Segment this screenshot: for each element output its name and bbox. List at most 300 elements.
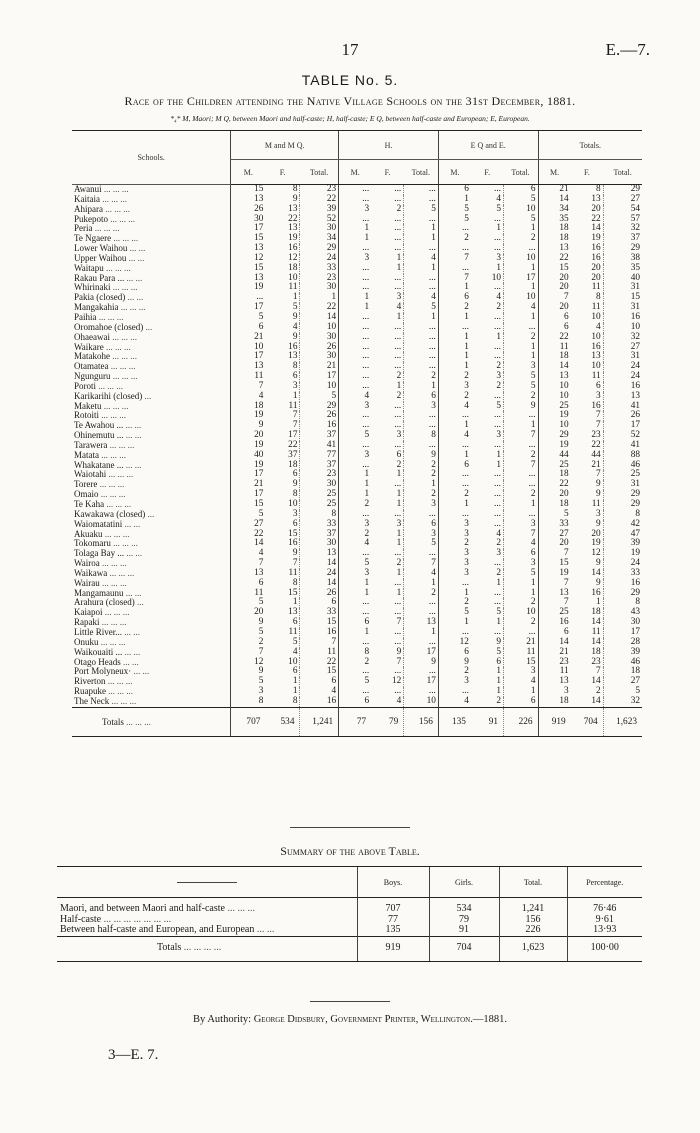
abbreviation-key: *₄* M, Maori; M Q, between Maori and half-caste; H, half-caste; E Q, between half-caste and European; E, European. — [170, 114, 530, 123]
school-name-cell — [72, 549, 231, 559]
table-cell: ... — [339, 244, 372, 254]
table-cell: 1 — [503, 264, 538, 274]
school-name-cell — [72, 195, 231, 205]
table-cell: 14 — [538, 638, 571, 648]
summary-header: Boys. — [357, 867, 429, 898]
table-cell: 46 — [603, 461, 642, 471]
table-cell: 30 — [300, 224, 339, 234]
table-cell: 29 — [538, 431, 571, 441]
table-cell: 2 — [496, 695, 501, 706]
school-name: Tokomaru — [74, 539, 111, 549]
table-cell: 1 — [396, 380, 402, 391]
table-cell: 2 — [438, 234, 471, 244]
table-cell: 1 — [404, 480, 439, 490]
summary-label-cell — [57, 898, 357, 915]
school-name: Tarawera — [74, 440, 108, 450]
table-cell: 22 — [300, 658, 339, 668]
table-cell: 29 — [603, 490, 642, 500]
school-name: Wairau — [74, 578, 100, 588]
table-row — [72, 343, 642, 353]
table-cell: 2 — [438, 372, 471, 382]
table-cell: 17 — [231, 352, 266, 362]
school-name-cell — [72, 303, 231, 313]
table-row — [72, 264, 642, 274]
table-cell: 4 — [404, 293, 439, 303]
school-name-cell — [72, 677, 231, 687]
table-cell: ... — [404, 638, 439, 648]
table-cell: 1 — [396, 528, 402, 539]
table-cell: 8 — [596, 292, 601, 303]
table-cell: 15 — [231, 234, 266, 244]
school-name: Matakohe — [74, 352, 110, 362]
page-number: 17 — [341, 40, 359, 59]
table-cell: 5 — [231, 598, 266, 608]
school-name: Rakau Para ... — [74, 273, 125, 283]
leader-dots: ... ... ... — [109, 568, 135, 578]
table-cell: 47 — [603, 530, 642, 540]
divider — [310, 1001, 390, 1002]
table-cell: 18 — [538, 470, 571, 480]
table-cell: 22 — [538, 254, 571, 264]
table-cell: 1 — [404, 313, 439, 323]
table-cell: 8 — [603, 510, 642, 520]
table-cell: 2 — [596, 686, 601, 697]
table-cell: 1 — [396, 538, 402, 549]
school-name: Karikarihi (closed) — [74, 391, 143, 401]
school-name-cell — [72, 470, 231, 480]
column-subheader: Total. — [404, 160, 439, 185]
table-cell: 12 — [231, 658, 266, 668]
table-cell: 3 — [404, 500, 439, 510]
table-cell: 1 — [396, 262, 402, 273]
table-cell: 4 — [300, 687, 339, 697]
table-cell: 7 — [538, 598, 571, 608]
table-cell: 32 — [603, 333, 642, 343]
table-cell: ... — [404, 185, 439, 195]
table-cell: ... — [404, 608, 439, 618]
table-cell: 1 — [396, 499, 402, 509]
table-cell: 8 — [231, 697, 266, 707]
leader-dots: ... ... — [124, 627, 140, 637]
table-row — [72, 697, 642, 707]
table-row — [72, 598, 642, 608]
table-cell: 2 — [503, 451, 538, 461]
summary-totals-cell: 704 — [429, 936, 499, 961]
totals-cell: 226 — [503, 707, 538, 736]
table-cell: 3 — [596, 508, 601, 519]
table-row — [72, 333, 642, 343]
table-cell: ... — [494, 439, 501, 450]
table-cell: 1 — [503, 343, 538, 353]
school-name-cell — [72, 579, 231, 589]
table-cell: 4 — [503, 677, 538, 687]
table-cell: 6 — [503, 185, 538, 195]
table-cell: 9 — [438, 658, 471, 668]
table-cell: 13 — [591, 193, 601, 204]
school-name-cell — [72, 352, 231, 362]
table-cell: 30 — [300, 352, 339, 362]
leader-dots: ... ... ... — [102, 578, 127, 588]
summary-cell: 77 — [357, 915, 429, 926]
school-name-cell — [72, 648, 231, 658]
table-cell: 17 — [231, 470, 266, 480]
table-cell: 6 — [438, 293, 471, 303]
table-cell: 16 — [288, 538, 298, 549]
table-cell: ... — [404, 441, 439, 451]
table-cell: ... — [494, 518, 501, 529]
school-name: Rotoiti — [74, 411, 100, 421]
leader-dots: ... ... — [125, 431, 142, 441]
table-cell: 22 — [538, 333, 571, 343]
leader-dots: ... ... ... — [227, 903, 255, 914]
school-name: Wairoa — [74, 559, 100, 569]
table-cell: 26 — [300, 589, 339, 599]
school-name: Ruapuke — [74, 687, 106, 697]
table-cell: 16 — [288, 243, 298, 254]
leader-dots: ... ... ... ... ... ... ... — [103, 913, 172, 925]
leader-dots: ... ... ... — [103, 401, 129, 411]
table-cell: 3 — [396, 430, 402, 441]
column-subheader: F. — [371, 160, 404, 185]
column-subheader: F. — [471, 160, 504, 185]
table-cell: 6 — [404, 520, 439, 530]
table-cell: 20 — [538, 274, 571, 284]
table-cell: 11 — [288, 626, 298, 637]
table-cell: ... — [404, 333, 439, 343]
school-name: Rapaki — [74, 618, 100, 628]
table-cell: 10 — [300, 382, 339, 392]
school-name: Paihia — [74, 312, 97, 322]
table-cell: 6 — [438, 185, 471, 195]
school-name-cell — [72, 264, 231, 274]
table-cell: 6 — [339, 618, 372, 628]
table-cell: 20 — [591, 203, 601, 214]
table-cell: 1 — [496, 223, 501, 234]
table-cell: ... — [438, 323, 471, 333]
leader-dots: ... ... ... — [99, 480, 125, 490]
table-cell: 15 — [288, 528, 298, 539]
leader-dots: ... ... ... — [112, 372, 138, 382]
table-cell: 29 — [603, 500, 642, 510]
table-cell: 17 — [231, 224, 266, 234]
table-cell: 27 — [603, 677, 642, 687]
table-cell: 41 — [603, 441, 642, 451]
school-name-cell — [72, 185, 231, 195]
totals-cell: 135 — [438, 707, 471, 736]
table-cell: ... — [394, 548, 402, 559]
leader-dots: ... ... ... — [98, 312, 124, 322]
table-cell: 2 — [496, 567, 501, 578]
table-cell: 1 — [404, 264, 439, 274]
table-row — [72, 569, 642, 579]
totals-cell: 77 — [339, 707, 372, 736]
school-name: Port Molyneux· — [74, 667, 132, 677]
table-cell: 4 — [292, 646, 298, 657]
table-row — [72, 539, 642, 549]
table-cell: 14 — [231, 539, 266, 549]
table-cell: 1 — [339, 579, 372, 589]
table-cell: 11 — [288, 400, 298, 411]
table-cell: 25 — [538, 402, 571, 412]
school-name-cell — [72, 372, 231, 382]
table-cell: 11 — [591, 626, 601, 637]
table-cell: ... — [503, 411, 538, 421]
leader-dots: ... ... — [256, 924, 275, 935]
table-cell: ... — [339, 638, 372, 648]
table-row — [72, 638, 642, 648]
leader-dots: ... ... — [123, 657, 139, 667]
table-cell: ... — [339, 510, 372, 520]
table-cell: 1 — [292, 676, 298, 687]
table-cell: ... — [494, 410, 501, 421]
school-name: Ahipara — [74, 204, 103, 214]
table-cell: 25 — [300, 500, 339, 510]
authority-prefix: By Authority: — [193, 1014, 252, 1025]
school-name-cell — [72, 608, 231, 618]
school-name-cell — [72, 283, 231, 293]
table-row — [72, 352, 642, 362]
table-cell: 5 — [339, 559, 372, 569]
table-cell: 1 — [503, 500, 538, 510]
table-cell: 10 — [538, 421, 571, 431]
table-cell: 77 — [300, 451, 339, 461]
table-cell: 8 — [339, 648, 372, 658]
leader-dots: ... ... — [128, 253, 145, 263]
leader-dots: ... ... — [129, 244, 146, 254]
leader-dots: ... ... ... — [106, 342, 131, 352]
table-cell: 5 — [438, 215, 471, 225]
table-cell: 88 — [603, 451, 642, 461]
table-cell: ... — [339, 333, 372, 343]
totals-cell: 534 — [265, 707, 300, 736]
table-cell: 3 — [231, 687, 266, 697]
leader-dots: ... ... — [127, 293, 144, 303]
table-cell: 25 — [300, 490, 339, 500]
table-row — [72, 402, 642, 412]
summary-cell: 9·61 — [567, 915, 642, 926]
school-name: Poroti — [74, 381, 97, 391]
school-name-cell — [72, 431, 231, 441]
table-subtitle: Race of the Children attending the Native Village Schools on the 31st December, 1881. — [124, 94, 576, 108]
school-name: Onuku — [74, 637, 99, 647]
table-row — [72, 411, 642, 421]
table-cell: 6 — [496, 656, 501, 667]
table-cell: 4 — [596, 321, 601, 332]
table-cell: 10 — [231, 343, 266, 353]
school-name-cell — [72, 421, 231, 431]
table-cell: 43 — [603, 608, 642, 618]
table-cell: 21 — [231, 480, 266, 490]
table-cell: 13 — [300, 549, 339, 559]
school-name: Whirinaki — [74, 283, 111, 293]
table-cell: 3 — [503, 362, 538, 372]
leader-dots: ... — [145, 322, 153, 332]
table-cell: 11 — [591, 499, 601, 509]
table-cell: ... — [503, 323, 538, 333]
school-name: Waitapu — [74, 263, 104, 273]
school-name: Waiomatatini — [74, 519, 123, 529]
table-cell: ... — [494, 626, 501, 637]
school-name: Ngunguru — [74, 372, 111, 382]
table-cell: 24 — [300, 569, 339, 579]
table-cell: 22 — [288, 439, 298, 450]
school-name: Pukepoto — [74, 214, 109, 224]
table-cell: 2 — [396, 558, 402, 569]
table-cell: 19 — [231, 441, 266, 451]
table-cell: 5 — [496, 203, 501, 214]
table-cell: 8 — [603, 598, 642, 608]
table-cell: ... — [231, 293, 266, 303]
school-name-cell — [72, 323, 231, 333]
school-name: Pakia (closed) — [74, 293, 126, 303]
table-cell: 6 — [292, 666, 298, 677]
table-cell: ... — [503, 510, 538, 520]
table-cell: 13 — [603, 392, 642, 402]
table-cell: 5 — [538, 510, 571, 520]
table-cell: 25 — [538, 461, 571, 471]
table-cell: 3 — [292, 380, 298, 391]
school-name: Torere — [74, 480, 98, 490]
leader-dots: ... ... ... — [106, 263, 131, 273]
table-cell: 10 — [288, 656, 298, 667]
table-cell: 31 — [603, 352, 642, 362]
table-cell: 16 — [591, 400, 601, 411]
table-cell: 7 — [596, 469, 601, 480]
table-cell: 2 — [404, 372, 439, 382]
table-cell: 1 — [339, 490, 372, 500]
table-cell: 1 — [396, 311, 402, 322]
table-cell: ... — [339, 372, 372, 382]
table-row — [72, 559, 642, 569]
table-cell: 21 — [538, 648, 571, 658]
table-cell: ... — [404, 411, 439, 421]
leader-dots: ... ... ... — [100, 637, 126, 647]
table-cell: 11 — [231, 589, 266, 599]
table-cell: ... — [494, 282, 501, 293]
table-cell: ... — [494, 311, 501, 322]
table-cell: 37 — [300, 461, 339, 471]
school-name-cell — [72, 362, 231, 372]
table-cell: 44 — [538, 451, 571, 461]
column-subheader: F. — [265, 160, 300, 185]
column-subheader: Total. — [503, 160, 538, 185]
table-cell: ... — [394, 341, 402, 352]
table-cell: 22 — [300, 303, 339, 313]
table-cell: 13 — [591, 351, 601, 362]
leader-dots: ... ... ... — [105, 204, 130, 214]
leader-dots: ... ... ... — [106, 500, 132, 509]
table-cell: 4 — [503, 303, 538, 313]
table-cell: 2 — [396, 371, 402, 382]
table-cell: 1 — [496, 617, 501, 628]
table-cell: 5 — [438, 608, 471, 618]
table-cell: 18 — [603, 667, 642, 677]
summary-cell: 79 — [429, 915, 499, 926]
table-cell: ... — [339, 274, 372, 284]
column-subheader: M. — [231, 160, 266, 185]
table-cell: ... — [394, 223, 402, 234]
table-cell: 9 — [292, 331, 298, 342]
table-cell: 7 — [596, 420, 601, 431]
table-cell: 33 — [300, 608, 339, 618]
school-name-cell — [72, 224, 231, 234]
school-name: Matata — [74, 450, 99, 460]
table-cell: 2 — [438, 598, 471, 608]
leader-dots: ... ... ... — [111, 696, 137, 706]
leader-dots: ... — [144, 391, 152, 401]
table-cell: 1 — [339, 303, 372, 313]
table-cell: ... — [339, 264, 372, 274]
table-cell: ... — [394, 184, 402, 194]
table-cell: 2 — [438, 303, 471, 313]
table-cell: 1 — [339, 293, 372, 303]
summary-label: Maori, and between Maori and half-caste — [60, 903, 225, 914]
school-name-cell — [72, 411, 231, 421]
table-cell: 15 — [300, 618, 339, 628]
leader-dots: ... ... ... — [108, 470, 134, 480]
table-cell: ... — [494, 469, 501, 480]
table-cell: 32 — [603, 697, 642, 707]
table-cell: 13 — [538, 372, 571, 382]
table-cell: 11 — [503, 648, 538, 658]
table-cell: 1 — [496, 686, 501, 697]
table-cell: ... — [404, 687, 439, 697]
table-cell: 1 — [438, 343, 471, 353]
table-cell: ... — [394, 420, 402, 431]
table-row — [72, 274, 642, 284]
table-cell: 2 — [503, 598, 538, 608]
table-cell: 16 — [288, 341, 298, 352]
table-cell: 6 — [300, 677, 339, 687]
table-cell: ... — [394, 331, 402, 342]
table-cell: 9 — [231, 667, 266, 677]
table-cell: 20 — [538, 283, 571, 293]
table-cell: 11 — [538, 343, 571, 353]
table-cell: 34 — [300, 234, 339, 244]
table-cell: 10 — [404, 697, 439, 707]
table-cell: 7 — [596, 666, 601, 677]
table-cell: ... — [438, 579, 471, 589]
table-cell: 7 — [292, 558, 298, 569]
table-cell: 8 — [292, 695, 298, 706]
table-cell: 19 — [591, 538, 601, 549]
table-cell: 4 — [231, 549, 266, 559]
table-cell: 8 — [292, 489, 298, 500]
table-cell: ... — [494, 390, 501, 401]
table-cell: 18 — [538, 234, 571, 244]
table-cell: 19 — [538, 441, 571, 451]
table-cell: 3 — [496, 252, 501, 263]
table-cell: 13 — [538, 589, 571, 599]
table-cell: 13 — [288, 223, 298, 234]
table-cell: 12 — [391, 676, 402, 687]
table-cell: ... — [394, 636, 402, 647]
table-cell: 1 — [339, 470, 372, 480]
table-cell: 16 — [603, 313, 642, 323]
totals-cell: 156 — [404, 707, 439, 736]
table-cell: 9 — [496, 636, 501, 647]
table-cell: 19 — [231, 461, 266, 471]
table-cell: ... — [404, 323, 439, 333]
table-cell: 4 — [438, 697, 471, 707]
table-row — [72, 608, 642, 618]
table-cell: 18 — [288, 262, 298, 273]
table-cell: 7 — [404, 559, 439, 569]
table-cell: 13 — [231, 362, 266, 372]
table-cell: 10 — [503, 293, 538, 303]
table-cell: 3 — [438, 569, 471, 579]
group-header: Totals. — [538, 131, 642, 160]
